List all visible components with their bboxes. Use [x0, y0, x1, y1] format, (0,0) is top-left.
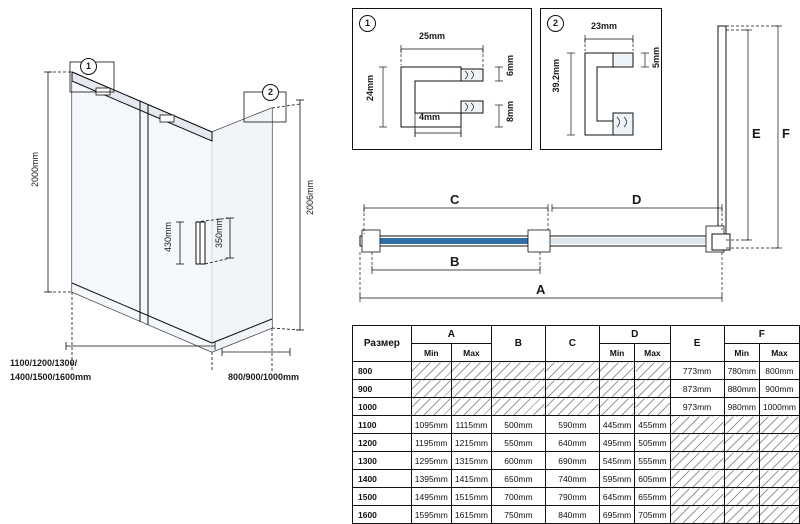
- cell-size: 1000: [353, 398, 412, 416]
- cell-b: 700mm: [491, 488, 545, 506]
- spec-table: [352, 325, 800, 524]
- cell-e: [670, 506, 724, 524]
- cell-f-max: [759, 434, 799, 452]
- table-sub-d-min: Min: [599, 344, 634, 362]
- cell-f-max: [759, 470, 799, 488]
- cell-d-max: 705mm: [635, 506, 670, 524]
- plan-view: [350, 8, 800, 318]
- cell-a-min: 1095mm: [411, 416, 451, 434]
- cell-e: [670, 416, 724, 434]
- cell-b: 550mm: [491, 434, 545, 452]
- table-col-f: F: [724, 326, 799, 344]
- cell-f-min: [724, 452, 759, 470]
- table-row: [353, 434, 800, 452]
- cell-c: 790mm: [545, 488, 599, 506]
- cell-a-min: [411, 380, 451, 398]
- table-header-row: [353, 326, 800, 344]
- cell-c: 740mm: [545, 470, 599, 488]
- plan-dim-e-label: E: [752, 126, 761, 141]
- table-sub-f-min: Min: [724, 344, 759, 362]
- cell-b: [491, 398, 545, 416]
- cell-a-max: 1315mm: [451, 452, 491, 470]
- cell-d-max: [635, 380, 670, 398]
- cell-a-max: 1515mm: [451, 488, 491, 506]
- cell-size: 1100: [353, 416, 412, 434]
- cell-d-min: 445mm: [599, 416, 634, 434]
- cell-c: [545, 380, 599, 398]
- cell-size: 1200: [353, 434, 412, 452]
- cell-f-max: [759, 452, 799, 470]
- plan-dim-d-label: D: [632, 192, 642, 207]
- table-row: [353, 380, 800, 398]
- table-col-b: B: [491, 326, 545, 362]
- width-right-dim-label: 800/900/1000mm: [228, 372, 300, 382]
- cell-a-max: [451, 362, 491, 380]
- cell-size: 1600: [353, 506, 412, 524]
- cell-f-max: 800mm: [759, 362, 799, 380]
- table-row: [353, 398, 800, 416]
- cell-a-max: [451, 380, 491, 398]
- cell-f-min: 780mm: [724, 362, 759, 380]
- detail-2-dim-left: 39.2mm: [551, 59, 561, 93]
- cell-d-min: 495mm: [599, 434, 634, 452]
- table-row: [353, 506, 800, 524]
- cell-e: [670, 488, 724, 506]
- cell-b: 750mm: [491, 506, 545, 524]
- table-sub-a-min: Min: [411, 344, 451, 362]
- main-view-svg: [0, 0, 340, 400]
- detail-2-dim-top: 23mm: [591, 21, 618, 31]
- cell-c: 840mm: [545, 506, 599, 524]
- plan-dim-f-label: F: [782, 126, 790, 141]
- cell-d-min: 645mm: [599, 488, 634, 506]
- table-col-a: A: [411, 326, 491, 344]
- cell-f-min: [724, 506, 759, 524]
- cell-f-max: [759, 416, 799, 434]
- table-row: [353, 362, 800, 380]
- cell-b: [491, 362, 545, 380]
- cell-d-max: 605mm: [635, 470, 670, 488]
- cell-d-max: 455mm: [635, 416, 670, 434]
- plan-dim-a-label: A: [536, 282, 546, 297]
- detail-1-marker: 1: [359, 15, 376, 32]
- cell-d-min: [599, 362, 634, 380]
- cell-a-min: [411, 398, 451, 416]
- cell-size: 900: [353, 380, 412, 398]
- main-enclosure-view: [0, 0, 340, 400]
- detail-1-dim-right-top: 6mm: [505, 55, 515, 77]
- cell-e: [670, 452, 724, 470]
- cell-e: [670, 434, 724, 452]
- cell-a-min: 1495mm: [411, 488, 451, 506]
- table-sub-a-max: Max: [451, 344, 491, 362]
- table-col-d: D: [599, 326, 670, 344]
- cell-f-min: [724, 416, 759, 434]
- cell-size: 1400: [353, 470, 412, 488]
- cell-f-min: [724, 434, 759, 452]
- table-col-c: C: [545, 326, 599, 362]
- height-left-dim-label: 2000mm: [30, 152, 40, 188]
- height-right-dim-label: 2006mm: [305, 180, 315, 216]
- plan-dim-b-label: B: [450, 254, 460, 269]
- cell-a-min: 1595mm: [411, 506, 451, 524]
- cell-f-min: 880mm: [724, 380, 759, 398]
- cell-f-min: [724, 470, 759, 488]
- detail-1-dim-left: 24mm: [365, 75, 375, 102]
- cell-d-min: 695mm: [599, 506, 634, 524]
- cell-b: [491, 380, 545, 398]
- detail-2-dim-right: 5mm: [651, 47, 661, 69]
- cell-a-max: 1615mm: [451, 506, 491, 524]
- cell-c: 640mm: [545, 434, 599, 452]
- cell-d-min: 545mm: [599, 452, 634, 470]
- cell-size: 800: [353, 362, 412, 380]
- table-row: [353, 470, 800, 488]
- cell-a-min: [411, 362, 451, 380]
- detail-2-marker: 2: [547, 15, 564, 32]
- cell-f-min: [724, 488, 759, 506]
- cell-d-max: 555mm: [635, 452, 670, 470]
- cell-f-max: [759, 488, 799, 506]
- cell-d-max: 505mm: [635, 434, 670, 452]
- cell-e: 973mm: [670, 398, 724, 416]
- cell-f-max: [759, 506, 799, 524]
- cell-size: 1300: [353, 452, 412, 470]
- cell-d-min: 595mm: [599, 470, 634, 488]
- cell-a-max: 1115mm: [451, 416, 491, 434]
- width-left-dim-label-line1: 1100/1200/1300/: [10, 358, 78, 368]
- cell-d-min: [599, 380, 634, 398]
- detail-1-dim-right-bottom: 8mm: [505, 101, 515, 123]
- table-body: [353, 362, 800, 524]
- detail-1-dim-inner: 4mm: [419, 112, 441, 122]
- table-col-e: E: [670, 326, 724, 362]
- cell-a-max: 1215mm: [451, 434, 491, 452]
- cell-c: 690mm: [545, 452, 599, 470]
- cell-c: [545, 362, 599, 380]
- cell-d-max: [635, 362, 670, 380]
- width-left-dim-label-line2: 1400/1500/1600mm: [10, 372, 92, 382]
- inner-height-350-label: 350mm: [214, 218, 224, 249]
- cell-e: 873mm: [670, 380, 724, 398]
- table-row: [353, 488, 800, 506]
- cell-d-min: [599, 398, 634, 416]
- plan-view-svg: [350, 8, 800, 318]
- table-sub-d-max: Max: [635, 344, 670, 362]
- table-corner-label: Размер: [353, 326, 412, 362]
- cell-a-min: 1195mm: [411, 434, 451, 452]
- plan-dim-c-label: C: [450, 192, 460, 207]
- cell-c: 590mm: [545, 416, 599, 434]
- cell-f-max: 900mm: [759, 380, 799, 398]
- cell-size: 1500: [353, 488, 412, 506]
- cell-e: [670, 470, 724, 488]
- cell-d-max: [635, 398, 670, 416]
- detail-1-dim-top: 25mm: [419, 31, 446, 41]
- cell-a-max: 1415mm: [451, 470, 491, 488]
- cell-a-max: [451, 398, 491, 416]
- callout-marker-1[interactable]: 1: [80, 58, 97, 75]
- cell-b: 600mm: [491, 452, 545, 470]
- table-row: [353, 416, 800, 434]
- cell-a-min: 1295mm: [411, 452, 451, 470]
- cell-e: 773mm: [670, 362, 724, 380]
- cell-c: [545, 398, 599, 416]
- table-row: [353, 452, 800, 470]
- cell-a-min: 1395mm: [411, 470, 451, 488]
- cell-f-max: 1000mm: [759, 398, 799, 416]
- cell-b: 500mm: [491, 416, 545, 434]
- cell-f-min: 980mm: [724, 398, 759, 416]
- callout-marker-2[interactable]: 2: [262, 84, 279, 101]
- inner-height-430-label: 430mm: [163, 222, 173, 253]
- cell-d-max: 655mm: [635, 488, 670, 506]
- cell-b: 650mm: [491, 470, 545, 488]
- table-sub-f-max: Max: [759, 344, 799, 362]
